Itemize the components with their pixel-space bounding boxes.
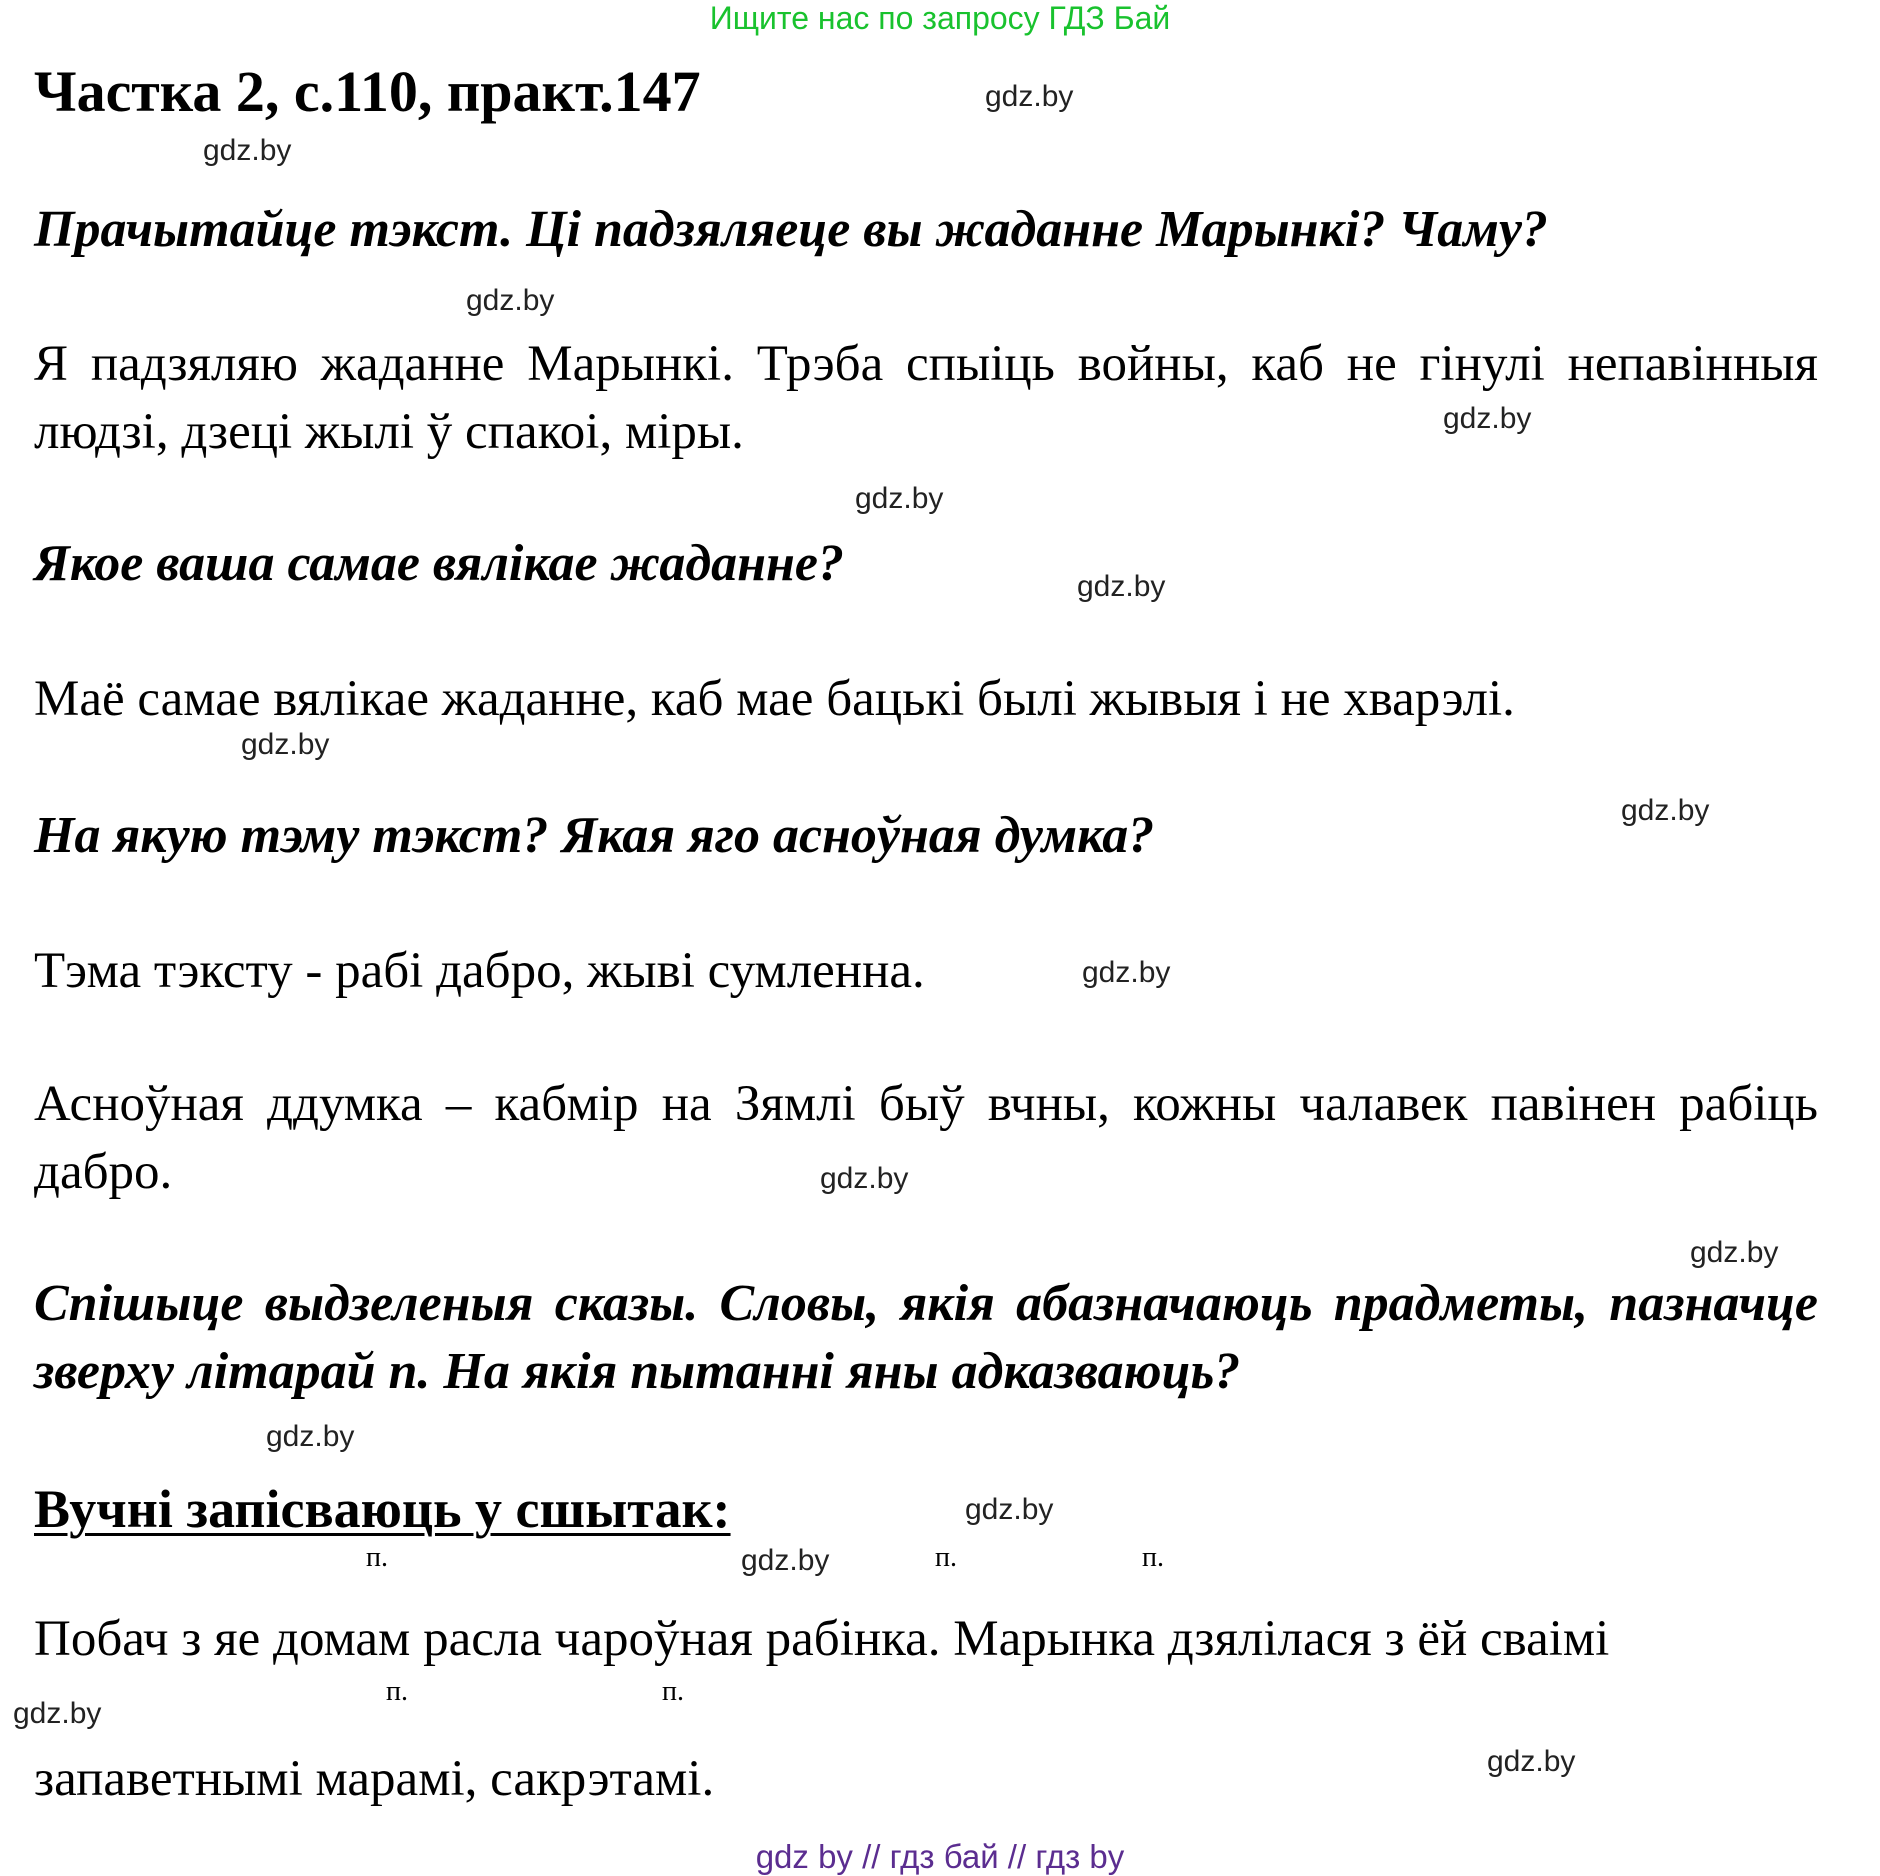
watermark: gdz.by bbox=[1077, 570, 1166, 603]
sentence-line-1: Побач з яе домам расла чароўная рабінка. Марынка дзялілася з ёй сваімі bbox=[34, 1611, 1610, 1667]
answer-3: Тэма тэксту - рабі дабро, жыві сумленна. bbox=[34, 943, 925, 999]
top-banner: Ищите нас по запросу ГДЗ Бай bbox=[709, 0, 1171, 36]
watermark: gdz.by bbox=[1690, 1236, 1779, 1269]
notebook-heading: Вучні запісваюць у сшытак: bbox=[34, 1479, 731, 1539]
question-1: Прачытайце тэкст. Ці падзяляеце вы жаданне Марынкі? Чаму? bbox=[34, 201, 1548, 258]
watermark: gdz.by bbox=[266, 1420, 355, 1453]
question-4: Спішыце выдзеленыя сказы. Словы, якія абазначаюць прадметы, пазначце зверху літарай п. На якія пытанні яны адказваюць? bbox=[34, 1275, 1818, 1400]
watermark: gdz.by bbox=[741, 1544, 830, 1577]
p-mark: п. bbox=[366, 1542, 388, 1573]
p-mark: п. bbox=[662, 1676, 684, 1707]
watermark: gdz.by bbox=[965, 1493, 1054, 1526]
watermark: gdz.by bbox=[820, 1162, 909, 1195]
question-2: Якое ваша самае вялікае жаданне? bbox=[34, 535, 844, 592]
question-3: На якую тэму тэкст? Якая яго асноўная думка? bbox=[34, 807, 1155, 864]
answer-2: Маё самае вялікае жаданне, каб мае бацькі былі жывыя і не хварэлі. bbox=[34, 671, 1515, 727]
watermark: gdz.by bbox=[203, 134, 292, 167]
p-mark: п. bbox=[1142, 1542, 1164, 1573]
watermark: gdz.by bbox=[466, 284, 555, 317]
page-title: Частка 2, с.110, практ.147 bbox=[34, 59, 701, 124]
watermark: gdz.by bbox=[241, 728, 330, 761]
watermark: gdz.by bbox=[1487, 1745, 1576, 1778]
p-mark: п. bbox=[935, 1542, 957, 1573]
p-mark: п. bbox=[386, 1676, 408, 1707]
sentence-line-2: запаветнымі марамі, сакрэтамі. bbox=[34, 1751, 715, 1807]
watermark: gdz.by bbox=[1443, 402, 1532, 435]
watermark: gdz.by bbox=[855, 482, 944, 515]
watermark: gdz.by bbox=[1082, 956, 1171, 989]
watermark: gdz.by bbox=[13, 1697, 102, 1730]
footer-links: gdz by // гдз бай // гдз by bbox=[755, 1838, 1125, 1875]
answer-4: Асноўная ддумка – кабмір на Зямлі быў вчны, кожны чалавек павінен рабіць дабро. bbox=[34, 1076, 1818, 1200]
watermark: gdz.by bbox=[1621, 794, 1710, 827]
watermark: gdz.by bbox=[985, 80, 1074, 113]
answer-1: Я падзяляю жаданне Марынкі. Трэба спыіць войны, каб не гінулі непавінныя людзі, дзеці жылі ў спакоі, міры. bbox=[34, 336, 1818, 460]
